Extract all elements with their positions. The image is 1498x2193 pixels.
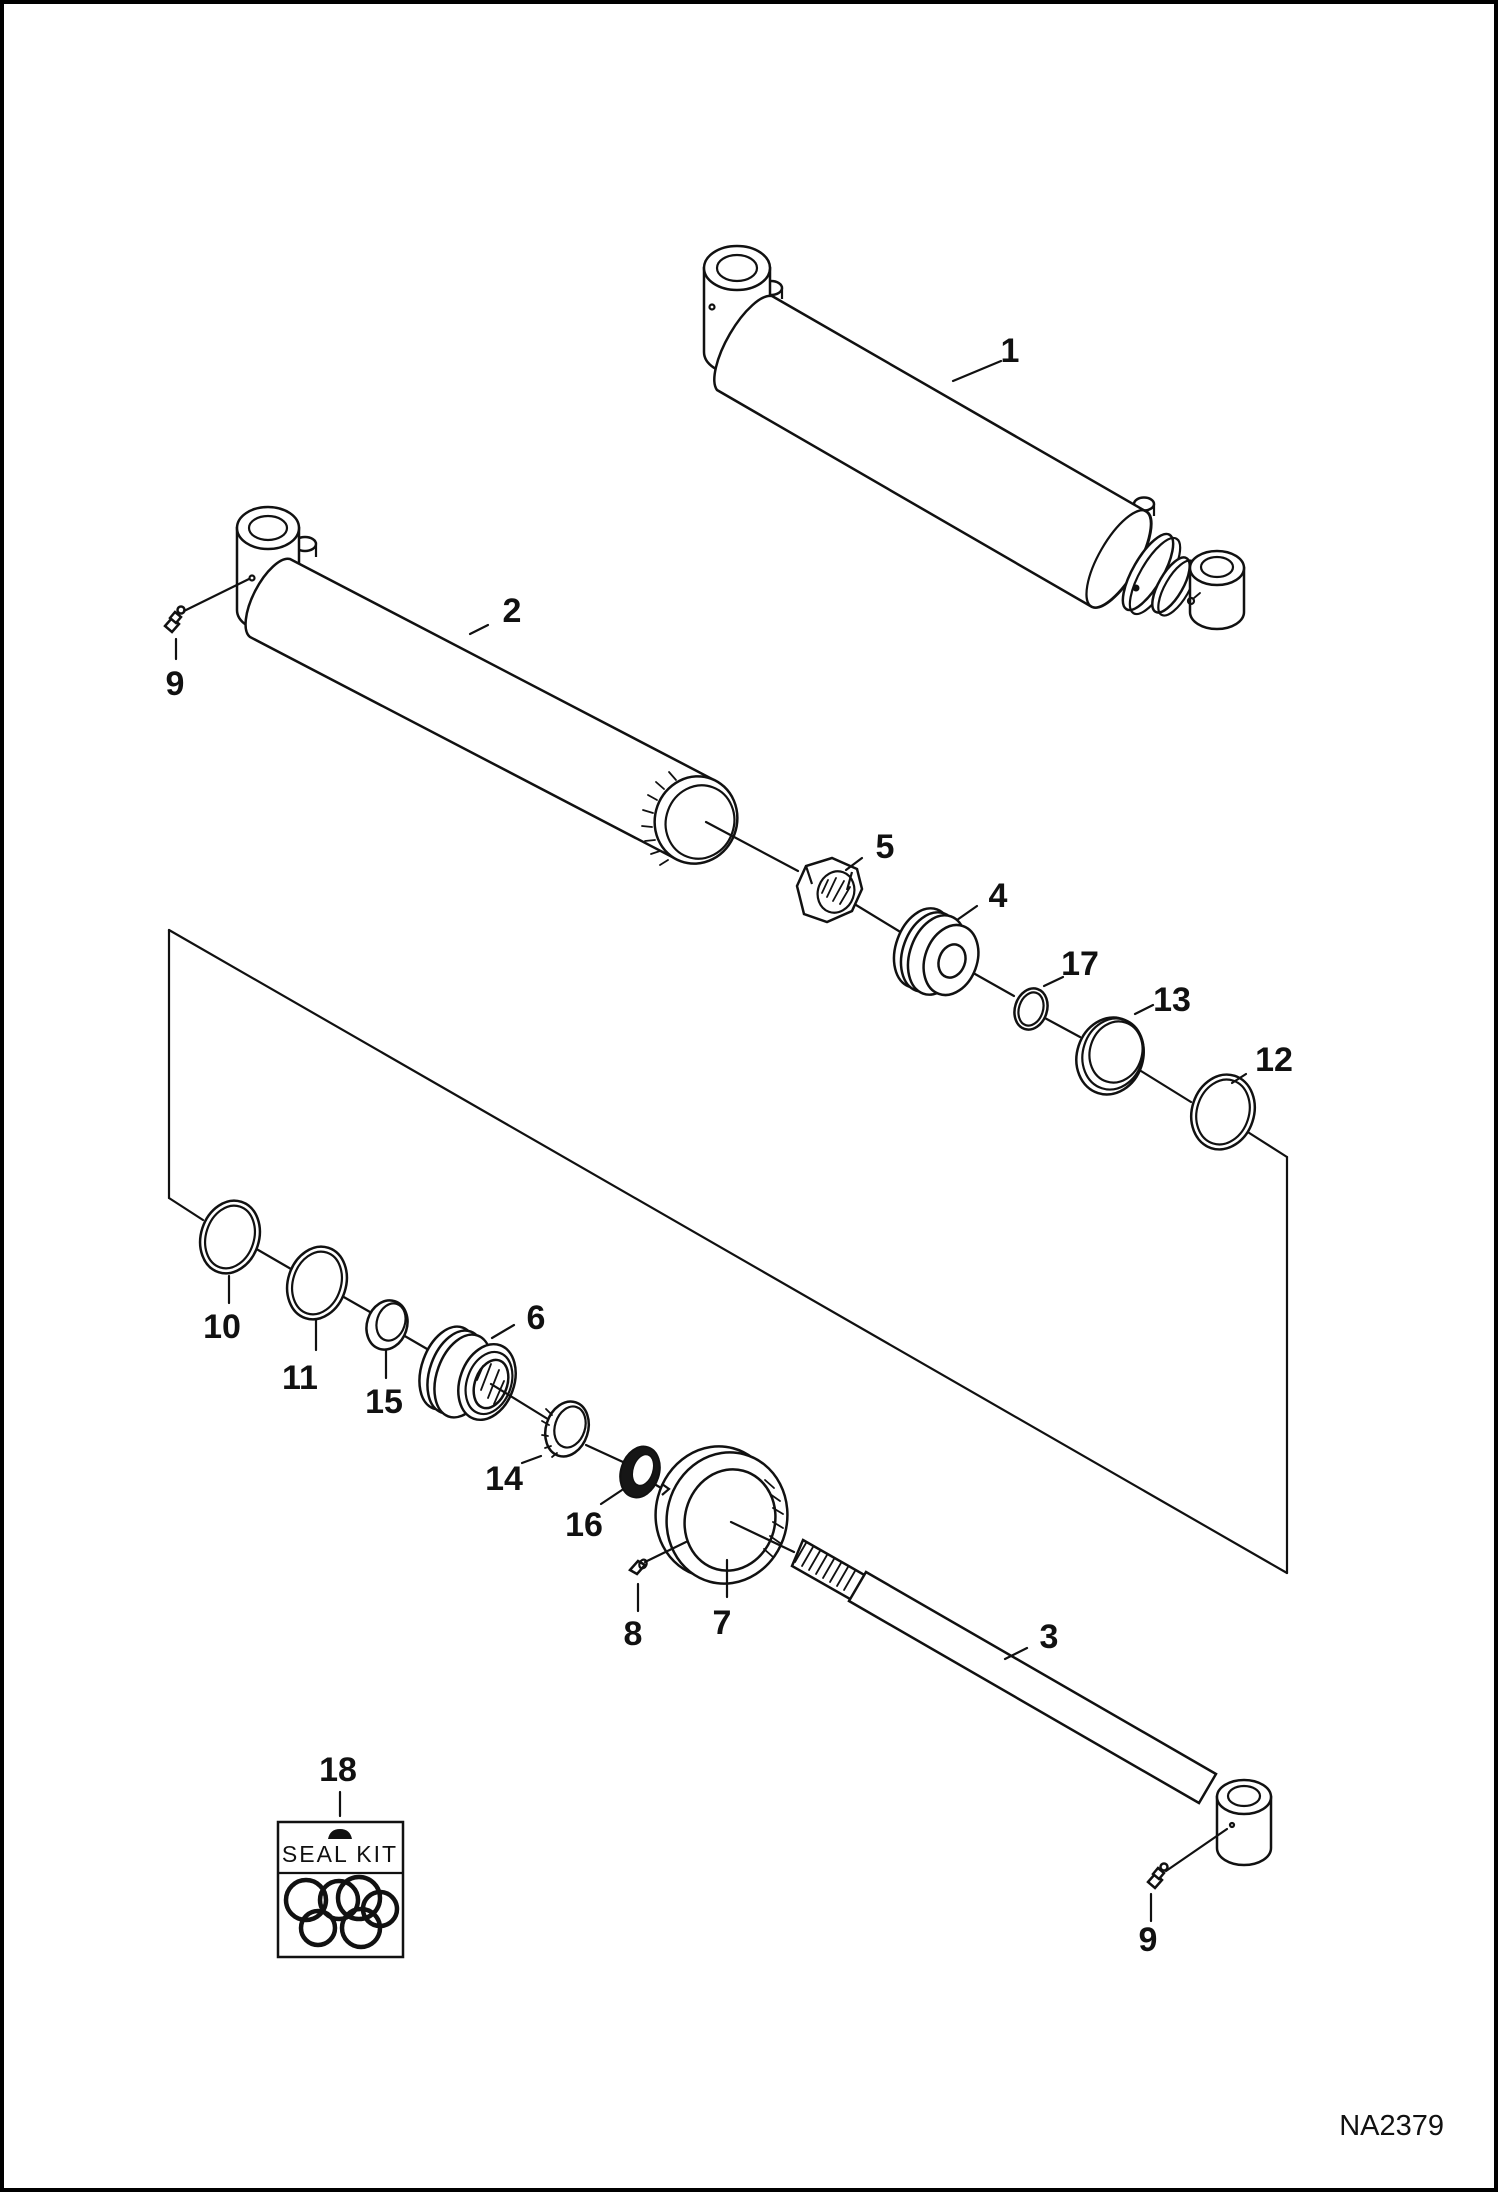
callout-6: 6 xyxy=(526,1299,546,1337)
drawing-code: NA2379 xyxy=(1339,2110,1444,2142)
callout-4: 4 xyxy=(988,877,1008,915)
callout-10: 10 xyxy=(203,1308,241,1346)
callout-9-bottom: 9 xyxy=(1138,1921,1158,1959)
callout-15: 15 xyxy=(365,1383,403,1421)
callout-8: 8 xyxy=(623,1615,643,1653)
callout-13: 13 xyxy=(1153,981,1191,1019)
seal-kit-label: SEAL KIT xyxy=(281,1841,399,1867)
callout-2: 2 xyxy=(502,592,522,630)
callout-17: 17 xyxy=(1061,945,1099,983)
callout-3: 3 xyxy=(1039,1618,1059,1656)
seal-kit-box xyxy=(278,1822,403,1957)
callout-12: 12 xyxy=(1255,1041,1293,1079)
callout-7: 7 xyxy=(712,1604,732,1642)
callout-18: 18 xyxy=(319,1751,357,1789)
callout-11: 11 xyxy=(282,1359,318,1397)
callout-16: 16 xyxy=(565,1506,603,1544)
callout-1: 1 xyxy=(1000,332,1020,370)
callout-9-top: 9 xyxy=(165,665,185,703)
callout-14: 14 xyxy=(485,1460,523,1498)
callout-5: 5 xyxy=(875,828,895,866)
